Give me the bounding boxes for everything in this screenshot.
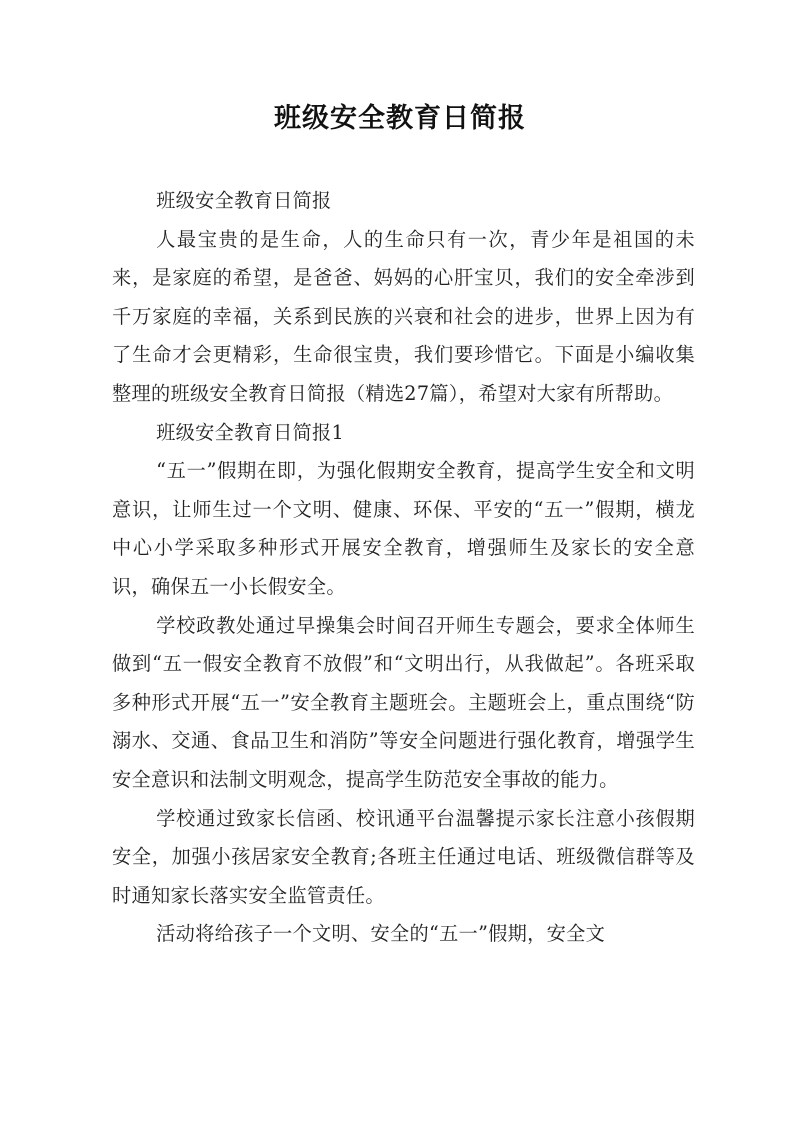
paragraph-body: 学校通过致家长信函、校讯通平台温馨提示家长注意小孩假期安全，加强小孩居家安全教育;各班主任通过电话、班级微信群等及时通知家长落实安全监管责任。 bbox=[112, 806, 695, 907]
paragraph-body: 学校政教处通过早操集会时间召开师生专题会，要求全体师生做到“五一假安全教育不放假”和“文明出行，从我做起”。各班采取多种形式开展“五一”安全教育主题班会。主题班会上，重点围绕“防溺水、交通、食品卫生和消防”等安全问题进行强化教育，增强学生安全意识和法制文明观念，提高学生防范安全事故的能力。 bbox=[112, 613, 695, 791]
paragraph-subtitle: 班级安全教育日简报 bbox=[156, 189, 332, 212]
paragraph-body: 活动将给孩子一个文明、安全的“五一”假期，安全文 bbox=[156, 922, 606, 946]
document-title: 班级安全教育日简报 bbox=[274, 103, 526, 134]
document-body bbox=[112, 182, 695, 954]
paragraph-section-heading: 班级安全教育日简报1 bbox=[156, 420, 345, 444]
paragraph-intro: 人最宝贵的是生命，人的生命只有一次，青少年是祖国的未来，是家庭的希望，是爸爸、妈妈的心肝宝贝，我们的安全牵涉到千万家庭的幸福，关系到民族的兴衰和社会的进步，世界上因为有了生命才会更精彩，生命很宝贵，我们要珍惜它。下面是小编收集整理的班级安全教育日简报（精选27篇），希望对大家有所帮助。 bbox=[112, 227, 695, 405]
paragraph-body: “五一”假期在即，为强化假期安全教育，提高学生安全和文明意识，让师生过一个文明、健康、环保、平安的“五一”假期，横龙中心小学采取多种形式开展安全教育，增强师生及家长的安全意识，确保五一小长假安全。 bbox=[112, 459, 695, 598]
